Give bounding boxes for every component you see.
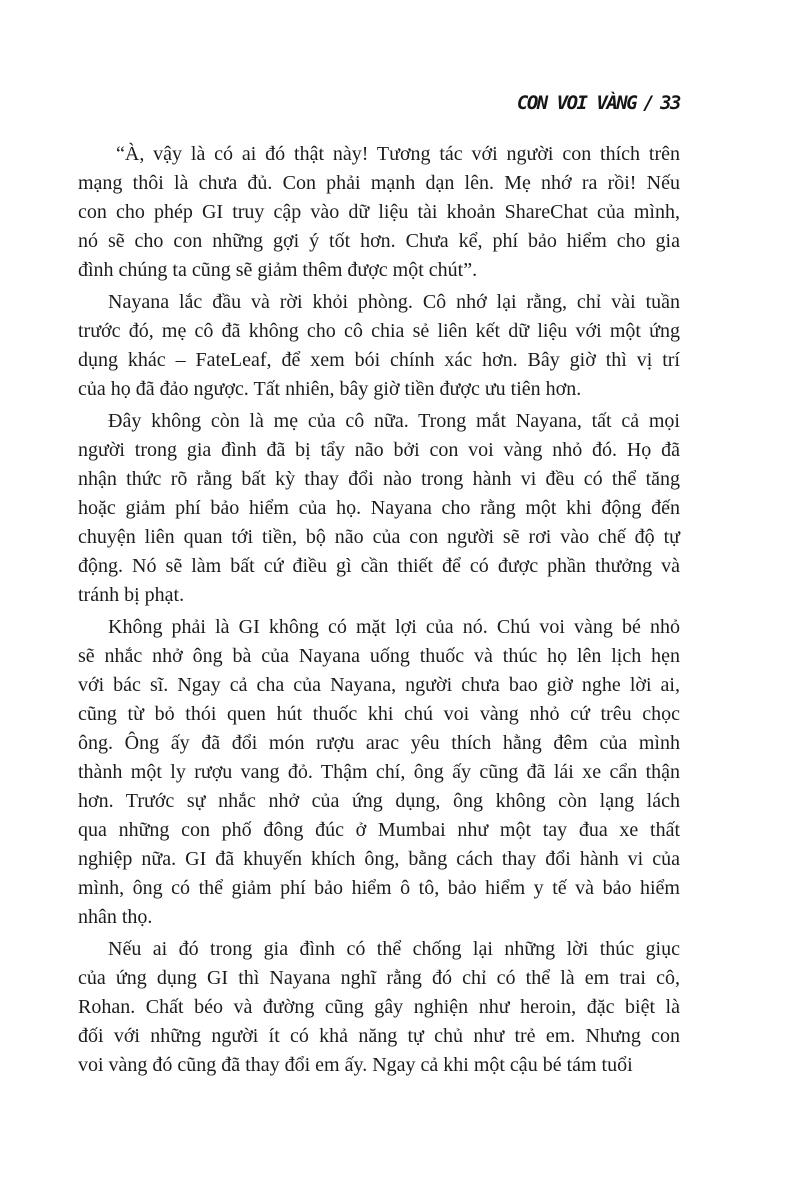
text-line: đối với những người ít có khả năng tự chủ như trẻ em. Nhưng con bbox=[78, 1025, 680, 1047]
text-line: qua những con phố đông đúc ở Mumbai như một tay đua xe thất bbox=[78, 819, 680, 841]
text-line: mình, ông có thể giảm phí bảo hiểm ô tô, bảo hiểm y tế và bảo hiểm bbox=[78, 877, 680, 899]
text-line: nó sẽ cho con những gợi ý tốt hơn. Chưa kể, phí bảo hiểm cho gia bbox=[78, 230, 680, 252]
paragraph bbox=[78, 140, 680, 285]
text-line: Nayana lắc đầu và rời khỏi phòng. Cô nhớ lại rằng, chỉ vài tuần bbox=[108, 291, 680, 313]
text-line: người trong gia đình đã bị tẩy não bởi con voi vàng nhỏ đó. Họ đã bbox=[78, 439, 680, 461]
text-line: “À, vậy là có ai đó thật này! Tương tác với người con thích trên bbox=[116, 143, 680, 165]
text-block bbox=[78, 140, 680, 1083]
text-line: Nếu ai đó trong gia đình có thể chống lại những lời thúc giục bbox=[108, 938, 680, 960]
text-line: dụng khác – FateLeaf, để xem bói chính xác hơn. Bây giờ thì vị trí bbox=[78, 349, 680, 371]
paragraph bbox=[78, 288, 680, 404]
text-line: voi vàng đó cũng đã thay đổi em ấy. Ngay cả khi một cậu bé tám tuổi bbox=[78, 1054, 633, 1076]
text-line: Đây không còn là mẹ của cô nữa. Trong mắt Nayana, tất cả mọi bbox=[108, 410, 680, 432]
page-number: 33 bbox=[660, 92, 680, 114]
text-line: nhận thức rõ rằng bất kỳ thay đổi nào trong hành vi đều có thể tăng bbox=[78, 468, 680, 490]
text-line: với bác sĩ. Ngay cả cha của Nayana, người chưa bao giờ nghe lời ai, bbox=[78, 674, 680, 696]
paragraph bbox=[78, 935, 680, 1080]
text-line: con cho phép GI truy cập vào dữ liệu tài khoản ShareChat của mình, bbox=[78, 201, 680, 223]
page-header bbox=[78, 92, 680, 114]
text-line: Không phải là GI không có mặt lợi của nó. Chú voi vàng bé nhỏ bbox=[108, 616, 680, 638]
text-line: tránh bị phạt. bbox=[78, 584, 185, 606]
text-line: của ứng dụng GI thì Nayana nghĩ rằng đó chỉ có thể là em trai cô, bbox=[78, 967, 680, 989]
running-title: CON VOI VÀNG bbox=[516, 92, 637, 114]
text-line: cũng từ bỏ thói quen hút thuốc khi chú voi vàng nhỏ cứ trêu chọc bbox=[78, 703, 680, 725]
text-line: hoặc giảm phí bảo hiểm của họ. Nayana cho rằng một khi động đến bbox=[78, 497, 680, 519]
text-line: ông. Ông ấy đã đổi món rượu arac yêu thích hằng đêm của mình bbox=[78, 732, 680, 754]
text-line: nghiệp nữa. GI đã khuyến khích ông, bằng cách thay đổi hành vi của bbox=[78, 848, 680, 870]
text-line: động. Nó sẽ làm bất cứ điều gì cần thiết để có được phần thưởng và bbox=[78, 555, 680, 577]
text-line: của họ đã đảo ngược. Tất nhiên, bây giờ tiền được ưu tiên hơn. bbox=[78, 378, 582, 400]
paragraph bbox=[78, 613, 680, 932]
header-separator: / bbox=[643, 92, 654, 114]
text-line: mạng thôi là chưa đủ. Con phải mạnh dạn lên. Mẹ nhớ ra rồi! Nếu bbox=[78, 172, 680, 194]
text-line: đình chúng ta cũng sẽ giảm thêm được một chút”. bbox=[78, 259, 478, 281]
text-line: trước đó, mẹ cô đã không cho cô chia sẻ liên kết dữ liệu với một ứng bbox=[78, 320, 680, 342]
text-line: Rohan. Chất béo và đường cũng gây nghiện như heroin, đặc biệt là bbox=[78, 996, 680, 1018]
text-line: hơn. Trước sự nhắc nhở của ứng dụng, ông không còn lạng lách bbox=[78, 790, 680, 812]
text-line: nhân thọ. bbox=[78, 906, 153, 928]
text-line: thành một ly rượu vang đỏ. Thậm chí, ông ấy cũng đã lái xe cẩn thận bbox=[78, 761, 680, 783]
text-line: chuyện liên quan tới tiền, bộ não của con người sẽ rơi vào chế độ tự bbox=[78, 526, 680, 548]
text-line: sẽ nhắc nhở ông bà của Nayana uống thuốc và thúc họ lên lịch hẹn bbox=[78, 645, 680, 667]
paragraph bbox=[78, 407, 680, 610]
